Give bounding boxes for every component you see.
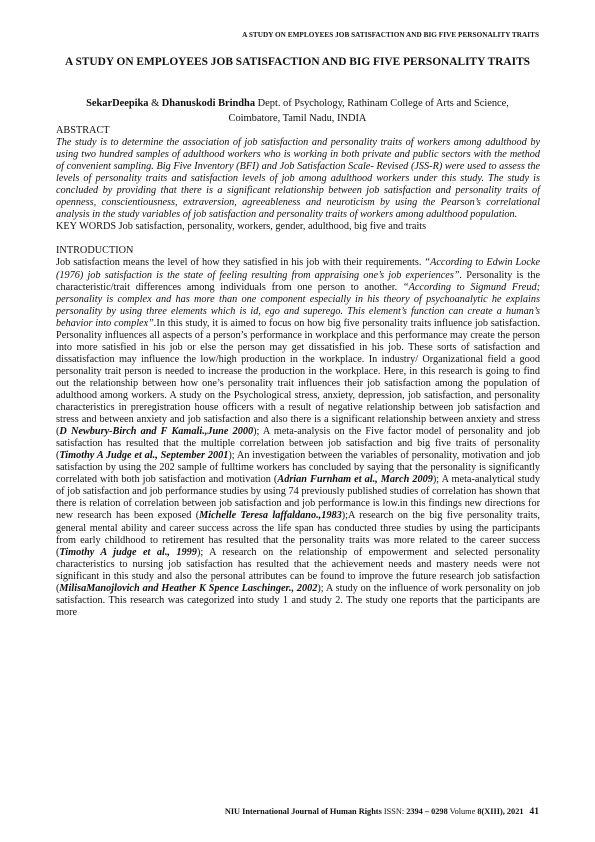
intro-quote-freud: “According to Sigmund Freud; personality is complex and has more than one component especially in his theory of psychoanalytic he explains personality by using three elements which is id, ego and superego. This element’s function can create a human’s behavior into complex”. xyxy=(56,281,540,329)
citation: D Newbury-Birch and F Kamali.,June 2000 xyxy=(59,426,254,438)
journal-name: NIU International Journal of Human Rights xyxy=(224,807,382,816)
intro-quote-locke: “According to Edwin Locke (1976) job satisfaction is the state of feeling resulting from appraising one’s job experiences”. xyxy=(56,257,540,281)
keywords: KEY WORDS Job satisfaction, personality, workers, gender, adulthood, big five and traits xyxy=(56,221,427,233)
paper-title: A STUDY ON EMPLOYEES JOB SATISFACTION AND BIG FIVE PERSONALITY TRAITS xyxy=(65,56,530,68)
body-content xyxy=(56,125,540,619)
abstract-heading: ABSTRACT xyxy=(56,125,110,136)
citation: Michelle Teresa laffaldano.,1983 xyxy=(199,510,342,522)
introduction-paragraph xyxy=(56,257,540,618)
author-affiliation: Dept. of Psychology, Rathinam College of Arts and Science, Coimbatore, Tamil Nadu, INDIA xyxy=(228,98,509,124)
page-number: 41 xyxy=(529,807,539,817)
intro-text: ); An investigation between the variables of personality, motivation and job satisfaction by using the 202 sample of fulltime workers has concluded by saying that the personality is significantly correlated with both job satisfaction and motivation ( xyxy=(56,450,541,486)
introduction-heading: INTRODUCTION xyxy=(56,245,134,257)
author-1: SekarDeepika xyxy=(86,98,149,109)
running-header: A STUDY ON EMPLOYEES JOB SATISFACTION AND BIG FIVE PERSONALITY TRAITS xyxy=(242,31,539,39)
intro-text: In this study, it is aimed to focus on how big five personality traits influence job satisfaction. Personality influences all aspects of a person’s performance in workplace and this performance may create the person into more satisfied in his job or else the person may get dissatisfied in his job. These sorts of satisfaction and dissatisfaction may influence the low/high production in the workplace. In industry/ Organizational field a good personality trait person is needed to increase the production in the workplace. Here, in this research is going to find out the relationship between how one’s personality trait influences their job satisfaction among the population of adulthood among workers. A study on the Psychological stress, anxiety, depression, job satisfaction, and personality characteristics in preregistration house officers with a result of negative relationship between job satisfaction and stress and between anxiety and job satisfaction and also there is a significant relationship between anxiety and stress ( xyxy=(56,317,541,438)
abstract-text: The study is to determine the association of job satisfaction and personality traits of workers among adulthood by using two hundred samples of adulthood workers who is working in both private and public sectors with the method of convenient sampling. Big Five Inventory (BFI) and Job Satisfaction Scale- Revised (JSS-R) were used to assess the levels of personality traits and satisfaction levels of job among adulthood workers under this study. The study is concluded by providing that there is a significant relationship between job satisfaction and personality traits of openness, conscientiousness, extraversion, agreeableness and neuroticism by using the Pearson’s correlational analysis in the study variables of job satisfaction and personality traits of workers among adulthood population. xyxy=(56,137,540,221)
author-2: Dhanuskodi Brindha xyxy=(161,98,256,109)
intro-text: ); A meta-analytical study of job satisfaction and job performance studies by using 74 previously published studies of correlation has shown that there is relation of correlation between job satisfaction and job performance is low.in this findings new directions for new research has been exposed ( xyxy=(56,474,540,522)
author-separator: & xyxy=(148,98,162,109)
intro-text: ); A study on the influence of work personality on job satisfaction. This research was categorized into study 1 and study 2. The study one reports that the participants are more xyxy=(56,582,540,618)
intro-text: ); A research on the relationship of empowerment and selected personality characteristics to nursing job satisfaction has resulted that the achievement needs and mastery needs were not significant in this study and also the personal attributes can be found to improve the future research job satisfaction ( xyxy=(56,546,540,594)
citation: Timothy A Judge et al., September 2001 xyxy=(59,450,229,462)
intro-text: Personality is the characteristic/trait differences among individuals from one person to another. xyxy=(56,269,541,293)
author-line xyxy=(60,96,535,126)
section-spacer xyxy=(56,233,540,245)
page-footer xyxy=(225,807,539,817)
citation: Adrian Furnham et al., March 2009 xyxy=(277,474,433,486)
issn: 2394 – 0298 xyxy=(406,807,448,816)
intro-text: Job satisfaction means the level of how they satisfied in his job with their requirements. xyxy=(56,257,425,269)
volume-label: Volume xyxy=(447,807,478,816)
intro-text: ); A meta-analysis on the Five factor model of personality and job satisfaction has resulted that the multiple correlation between job satisfaction and big five traits of personality ( xyxy=(56,426,540,462)
citation: MilisaManojlovich and Heather K Spence Laschinger., 2002 xyxy=(59,582,318,594)
issn-label: ISSN: xyxy=(381,807,407,816)
intro-text: );A research on the big five personality traits, general mental ability and career success across the life span has conducted three studies by using the participants from early childhood to retirement has resulted that the personality traits was more related to the career success ( xyxy=(56,510,540,558)
citation: Timothy A judge et al., 1999 xyxy=(59,546,197,558)
volume: 8(XIII), 2021 xyxy=(477,807,524,816)
